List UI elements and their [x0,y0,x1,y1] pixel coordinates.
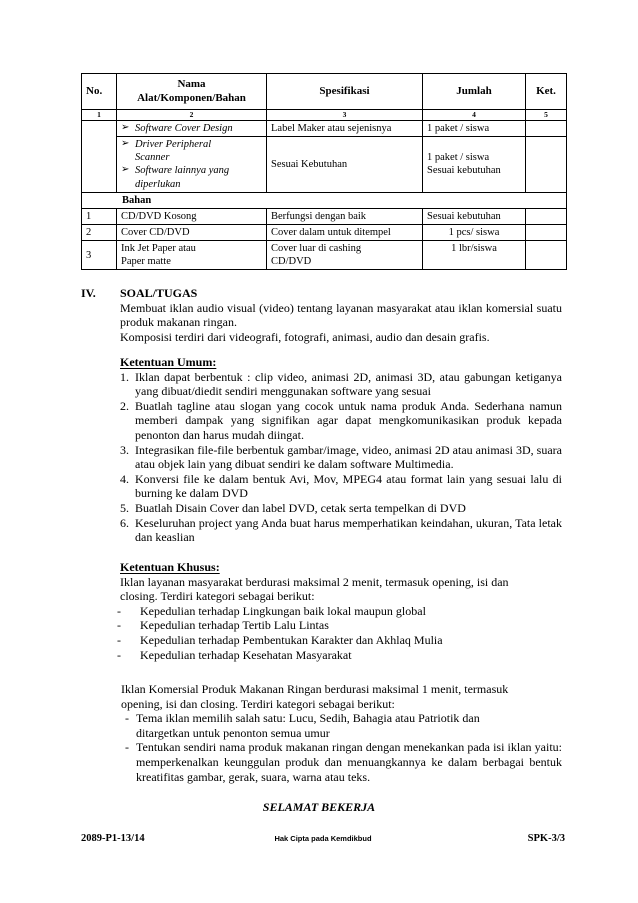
table-row [82,224,567,240]
intro-paragraph: Komposisi terdiri dari videografi, fotografi, animasi, audio dan desain grafis. [120,329,490,344]
cell-spec: Sesuai Kebutuhan [267,137,423,193]
bahan-row [82,192,567,208]
footer-page: SPK-3/3 [527,833,565,844]
material-line: Ink Jet Paper atau [121,243,196,254]
qty-line: 1 paket / siswa [427,152,490,164]
intro-paragraph: Membuat iklan audio visual (video) tentang layanan masyarakat atau iklan komersial suatu produk makanan ringan. [120,300,562,330]
ketentuan-umum [120,355,562,545]
ketentuan-khusus [120,560,562,662]
list-item: - Kepedulian terhadap Tertib Lalu Lintas [117,618,559,633]
spec-line: CD/DVD [271,256,312,268]
cell-ket [526,121,567,137]
list-item: - Kepedulian terhadap Kesehatan Masyarakat [117,648,559,663]
cell-empty [82,121,117,193]
header-spec: Spesifikasi [267,74,423,110]
tool-item: ➢ Software lainnya yang diperlukan [121,164,262,190]
footer [81,833,565,845]
list-item-text: Iklan dapat berbentuk : clip video, animasi 2D, animasi 3D, atau gabungan ketiganya yang dibuat/diedit sendiri menggunakan software yang sesuai [135,369,562,399]
table-row [82,121,567,137]
header-ket: Ket. [526,74,567,110]
list-item-text: Konversi file ke dalam bentuk Avi, Mov, MPEG4 atau format lain yang sesuai lalu di burning ke dalam DVD [135,471,562,501]
tool-item: ➢ Driver Peripheral Scanner [121,138,262,164]
column-number-row [82,110,567,121]
list-item: 1. Iklan dapat berbentuk : clip video, animasi 2D, animasi 3D, atau gabungan ketiganya yang dibuat/diedit sendiri menggunakan software yang sesuai [120,369,562,399]
list-item: - Kepedulian terhadap Lingkungan baik lokal maupun global [117,604,559,619]
task-section [120,286,562,344]
list-item: 5. Buatlah Disain Cover dan label DVD, cetak serta tempelkan di DVD [120,500,466,515]
cell-no: 3 [82,241,117,270]
cell-tool [117,137,267,193]
list-item: 6. Keseluruhan project yang Anda buat harus memperhatikan keindahan, ukuran, Tata letak dan keaslian [120,515,562,545]
cell-ket [526,137,567,193]
col-number: 3 [267,110,423,121]
cell-qty: 1 paket / siswa [423,121,526,137]
tool-item: ➢ Software Cover Design [121,122,262,135]
closing-text: SELAMAT BEKERJA [262,800,376,814]
col-number: 4 [423,110,526,121]
cell-qty [423,137,526,193]
header-qty: Jumlah [423,74,526,110]
cell-material: CD/DVD Kosong [117,208,267,224]
list-item: - Tentukan sendiri nama produk makanan ringan dengan menekankan pada isi iklan yaitu: memperkenalkan keunggulan produk dan menuangkannya ke dalam berbagai bentuk kreatifitas gambar, gerak, suara, warna atau teks. [121,740,562,784]
khusus-heading: Ketentuan Khusus: [120,560,220,574]
list-item-text: Keseluruhan project yang Anda buat harus memperhatikan keindahan, ukuran, Tata letak dan keaslian [135,515,562,545]
list-item-text: Integrasikan file-file berbentuk gambar/image, video, animasi 2D atau animasi 3D, suara atau objek lain yang dibuat sendiri ke dalam software Multimedia. [135,442,562,472]
section-title: SOAL/TUGAS [120,286,198,300]
section-number: IV. [81,286,96,300]
list-item: 4. Konversi file ke dalam bentuk Avi, Mov, MPEG4 atau format lain yang sesuai lalu di burning ke dalam DVD [120,471,562,501]
cell-material: Cover CD/DVD [117,224,267,240]
cell-tool [117,121,267,137]
header-name-line1: Nama [177,77,206,90]
cell-material [117,241,267,270]
cell-spec: Label Maker atau sejenisnya [267,121,423,137]
cell-no: 1 [82,208,117,224]
equipment-table [81,73,567,270]
cell-spec: Berfungsi dengan baik [267,208,423,224]
footer-code: 2089-P1-13/14 [81,833,145,844]
list-item: - Tema iklan memilih salah satu: Lucu, Sedih, Bahagia atau Patriotik dan ditargetkan untuk penonton semua umur [121,711,562,740]
list-item-text: Buatlah Disain Cover dan label DVD, cetak serta tempelkan di DVD [135,500,466,515]
table-row [82,241,567,270]
komersial-intro: Iklan Komersial Produk Makanan Ringan berdurasi maksimal 1 menit, termasuk opening, isi dan closing. Terdiri kategori sebagai berikut: [121,682,509,711]
list-item-text: Buatlah tagline atau slogan yang cocok untuk nama produk Anda. Sederhana namun memberi dampak yang signifikan agar dapat mengkomunikasikan produk kepada penonton dan harus mudah diingat. [135,398,562,442]
list-item: - Kepedulian terhadap Pembentukan Karakter dan Akhlaq Mulia [117,633,559,648]
header-name [117,74,267,110]
cell-ket [526,241,567,270]
umum-heading: Ketentuan Umum: [120,355,217,369]
col-number: 5 [526,110,567,121]
col-number: 1 [82,110,117,121]
list-item: 2. Buatlah tagline atau slogan yang cocok untuk nama produk Anda. Sederhana namun memberi dampak yang signifikan agar dapat mengkomunikasikan produk kepada penonton dan harus mudah diingat. [120,398,562,442]
spec-line: Cover luar di cashing [271,243,362,254]
cell-spec: Cover dalam untuk ditempel [267,224,423,240]
cell-spec [267,241,423,270]
khusus-intro: Iklan layanan masyarakat berdurasi maksimal 2 menit, termasuk opening, isi dan closing. Terdiri kategori sebagai berikut: [120,574,509,604]
header-no: No. [82,74,117,110]
qty-line: Sesuai kebutuhan [427,165,501,177]
table-row [82,137,567,193]
col-number: 2 [117,110,267,121]
footer-copyright: Hak Cipta pada Kemdikbud [274,834,372,843]
header-name-line2: Alat/Komponen/Bahan [137,91,246,104]
cell-ket [526,208,567,224]
list-item: 3. Integrasikan file-file berbentuk gambar/image, video, animasi 2D atau animasi 3D, suara atau objek lain yang dibuat sendiri ke dalam software Multimedia. [120,442,562,472]
bahan-label: Bahan [82,192,567,208]
material-line: Paper matte [121,256,171,268]
cell-ket [526,224,567,240]
cell-qty: 1 lbr/siswa [423,241,526,270]
cell-qty: Sesuai kebutuhan [423,208,526,224]
table-row [82,208,567,224]
komersial-section [121,682,562,784]
cell-qty: 1 pcs/ siswa [423,224,526,240]
cell-no: 2 [82,224,117,240]
